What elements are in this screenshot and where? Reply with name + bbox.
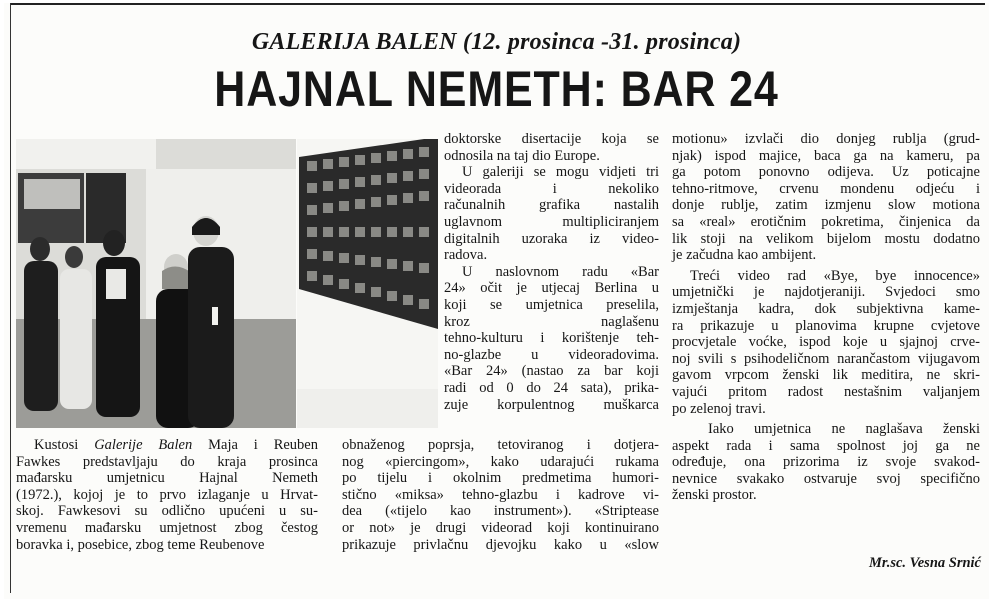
col3-line: motionu» izvlači dio donjeg rublja (grud- <box>672 131 980 147</box>
col3-line: ra prikazuje u planovima krupne cvjetove <box>672 317 980 334</box>
col3-line: njak) ispod majice, baca ga na kameru, pa <box>672 147 980 164</box>
col3-line: je začudna kao ambijent. <box>672 247 817 264</box>
col2b-line: stično «miksa» tehno-glazbu i kadrove vi- <box>342 486 659 503</box>
col2-line: no-glazbe u videoradovima. <box>444 346 659 363</box>
col2-line: radova. <box>444 247 488 264</box>
col2-line: U galeriji se mogu vidjeti tri <box>462 164 659 181</box>
newspaper-clipping <box>4 3 989 599</box>
column-2-bottom <box>342 437 659 553</box>
col2-line: tehno-kulturu i korištenje teh- <box>444 330 659 347</box>
top-rule <box>10 3 985 5</box>
col2-line: videorada i nekoliko <box>444 180 659 197</box>
col1-line: Fawkes predstavljaju do kraja prosinca <box>16 453 318 470</box>
col1-line: skoj. Fawkesovi su odlično upućeni u su- <box>16 503 318 520</box>
col3-line: procvjetale voćke, ispod koje u sjajnoj crve- <box>672 334 980 351</box>
col2-line: U naslovnom radu «Bar <box>462 263 659 280</box>
left-rule <box>10 3 11 593</box>
col3-line: sa «real» erotičnim pokretima, činjenica da <box>672 213 980 230</box>
col2-line: koji se umjetnica preselila, <box>444 296 659 313</box>
col3-line: tehno-ritmove, crvenu mondenu odjeću i <box>672 180 980 197</box>
col2-line: doktorske disertacije koja se <box>444 131 659 147</box>
col3-line: određuje, ona prizorima iz svoje svakod- <box>672 454 980 471</box>
col2b-line: obnaženog poprsja, tetoviranog i dotjera- <box>342 437 659 453</box>
col3-line: Iako umjetnica ne naglašava ženski <box>708 421 980 438</box>
col2-line: digitalnih uzoraka iz video- <box>444 230 659 247</box>
col2b-line: dea («tijelo kao instrument»). «Striptease <box>342 503 659 520</box>
col3-line: ženski prostor. <box>672 487 757 504</box>
col3-line: ga potom ponovno odijeva. Uz poticajne <box>672 164 980 181</box>
col2-line: radi od 0 do 24 sata), prika- <box>444 379 659 396</box>
col3-line: donje rublje, zatim izmjenu slow motiona <box>672 197 980 214</box>
col2b-line: po tijelu i okolnim predmetima humori- <box>342 470 659 487</box>
kicker: GALERIJA BALEN (12. prosinca -31. prosinca) <box>251 29 742 55</box>
col2-line: odnosila na taj dio Europe. <box>444 147 600 164</box>
col3-line: gavom vrpcom ženski lik meditira, ne skri- <box>672 367 980 384</box>
col1-line: Kustosi Galerije Balen Maja i Reuben <box>34 437 318 453</box>
col3-line: Treći video rad «Bye, bye innocence» <box>690 267 980 284</box>
column-2-top <box>444 131 659 413</box>
col2b-line: nog «piercingom», kako udarajući rukama <box>342 453 659 470</box>
col3-line: vajući pritom radost nestašnim valjanjem <box>672 383 980 400</box>
col2-line: uglavnom multipliciranjem <box>444 213 659 230</box>
photo-gallery-visitors <box>16 139 296 428</box>
col3-line: nevnice svakako ostvaruje svoj specifično <box>672 470 980 487</box>
col2-line: zuje korpulentnog muškarca <box>444 396 659 413</box>
col3-line: noj svili s psihodeličnom narančastom vijugavom <box>672 350 980 367</box>
col2-line: «Bar 24» (nastao za bar koji <box>444 363 659 380</box>
col2-line: 24» očit je utjecaj Berlina u <box>444 280 659 297</box>
col3-line: po zelenoj travi. <box>672 400 766 417</box>
col2-line: računalnih grafika nastalih <box>444 197 659 214</box>
photo-gallery-visitors-image <box>16 139 296 428</box>
column-1 <box>16 437 318 553</box>
col2b-line: prikazuje privlačnu djevojku kako u «slow <box>342 536 659 553</box>
col1-line: (1972.), kojoj je to prvo izlaganje u Hrvat- <box>16 486 318 503</box>
col2-line: kroz naglašenu <box>444 313 659 330</box>
col1-line: vremenu mađarsku umjetnost zbog čestog <box>16 519 318 536</box>
col1-line: boravka i, posebice, zbog teme Reubenove <box>16 536 265 553</box>
col3-line: aspekt rada i sama spolnost joj ga ne <box>672 437 980 454</box>
col3-line: izmještanja kadra, dok subjektivna kame- <box>672 300 980 317</box>
col1-line: mađarsku umjetnicu Hajnal Nemeth <box>16 470 318 487</box>
col3-line: umjetnički je najdotjeraniji. Svjedoci smo <box>672 284 980 301</box>
col3-line: lik stoji na velikom bijelom mostu dodatno <box>672 230 980 247</box>
photo-artwork-wall <box>297 139 438 428</box>
headline: HAJNAL NEMETH: BAR 24 <box>214 61 779 117</box>
photo-artwork-wall-image <box>297 139 438 428</box>
col2b-line: or not» je drugi videorad koji kontinuirano <box>342 519 659 536</box>
column-3 <box>672 131 980 504</box>
byline: Mr.sc. Vesna Srnić <box>868 555 981 571</box>
